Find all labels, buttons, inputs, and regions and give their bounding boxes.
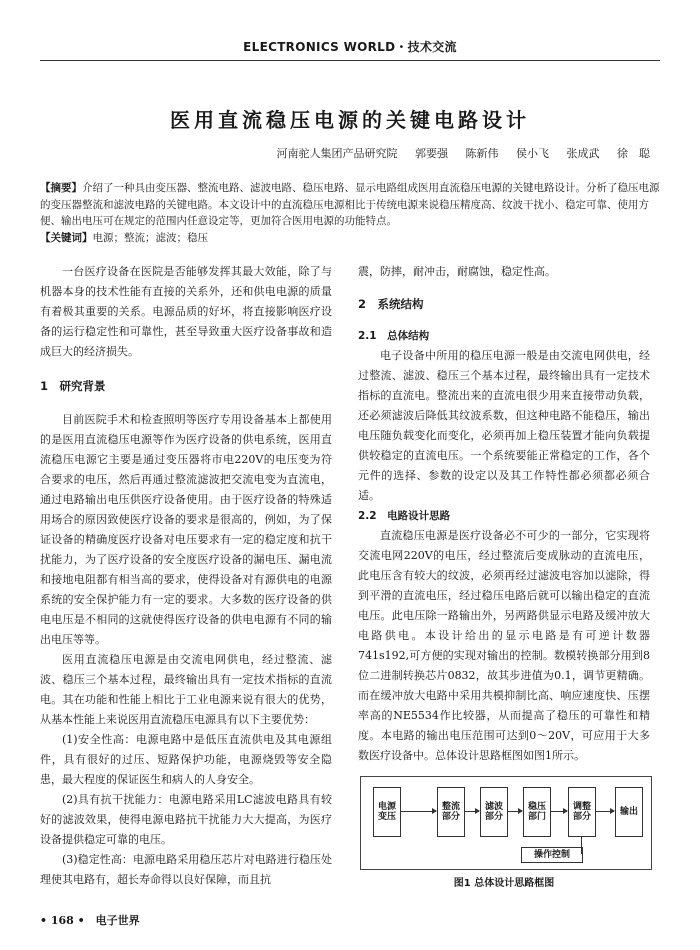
paragraph: 一台医疗设备在医院是否能够发挥其最大效能，除了与机器本身的技术性能有直接的关系外，还和供电电源的质量有着极其重要的关系。电源品质的好坏，将直接影响医疗设备的运行稳定性和可靠性，甚至导致重大医疗设备事故和造成巨大的经济损失。 <box>40 265 332 358</box>
left-column <box>40 262 332 890</box>
paragraph: 电子设备中所用的稳压电源一般是由交流电网供电，经过整流、滤波、稳压三个基本过程，最终输出具有一定技术指标的直流电。整流出来的直流电很少用来直接带动负载，还必须滤波后降低其纹波系数，但这种电路不能稳压，输出电压随负载变化而变化，必须再加上稳压装置才能向负载提供较稳定的直流电压。一个系统要能正常稳定的工作，各个元件的选择、参数的设定以及其工作特性都必须都必须合适。 <box>358 349 650 502</box>
paragraph: 震，防摔，耐冲击，耐腐蚀，稳定性高。 <box>358 265 556 278</box>
abstract-block <box>40 180 660 246</box>
paragraph: (3)稳定性高：电源电路采用稳压芯片对电路进行稳压处理使其电路有，超长寿命得以良好保障，而且抗 <box>40 853 332 886</box>
author-name: 郭要强 <box>415 147 448 160</box>
arrow-icon <box>595 811 614 812</box>
diagram-block: 滤波部分 <box>480 787 508 837</box>
keywords-text: 电源；整流；滤波；稳压 <box>92 231 208 244</box>
author-name: 侯小飞 <box>516 147 549 160</box>
author-name: 陈新伟 <box>465 147 499 160</box>
subsection-heading: 2.1 总体结构 <box>358 330 430 342</box>
header-divider <box>40 60 660 61</box>
page-footer: • 168 • 电子世界 <box>40 914 140 927</box>
figure-caption: 图1 总体设计思路框图 <box>453 878 555 889</box>
section-heading: 2 系统结构 <box>358 297 424 311</box>
subsection-heading: 2.2 电路设计思路 <box>358 510 451 522</box>
affiliation: 河南驼人集团产品研究院 <box>276 147 398 160</box>
section-heading: 1 研究背景 <box>40 379 106 393</box>
running-header: ELECTRONICS WORLD・技术交流 <box>243 40 457 54</box>
author-name: 徐 聪 <box>617 147 650 160</box>
diagram-block: 操作控制 <box>521 847 583 863</box>
arrow-icon <box>550 811 567 812</box>
abstract-label: 【摘要】 <box>40 182 82 194</box>
paragraph: (1)安全性高：电源电路中是低压直流供电及其电源组件，具有很好的过压、短路保护功能，电源烧毁等安全隐患，最大程度的保证医生和病人的人身安全。 <box>40 733 332 786</box>
block-diagram <box>360 776 652 870</box>
diagram-block: 整流部分 <box>437 787 465 837</box>
diagram-block: 调整部分 <box>568 787 596 837</box>
author-name: 张成武 <box>566 147 600 160</box>
diagram-block: 稳压部门 <box>523 787 551 837</box>
diagram-block: 电源变压 <box>373 787 401 837</box>
paragraph: 目前医院手术和检查照明等医疗专用设备基本上都使用的是医用直流稳压电源等作为医疗设备的供电系统，医用直流稳压电源它主要是通过变压器将市电220V的电压变为符合要求的电压，然后再通过整流滤波把交流电变为直流电，通过电路输出电压供医疗设备使用。由于医疗设备的特殊适用场合的原因致使医疗设备的要求是很高的，例如，为了保证设备的精确度医疗设备对电压要求有一定的稳定度和抗干扰能力，为了医疗设备的安全度医疗设备的漏电压、漏电流和接地电阻都有相当高的要求，使得设备对有源供电的电源系统的安全保护能力有一定的要求。大多数的医疗设备的供电电压是不相同的这就使得医疗设备的供电电源有不同的输出电压等等。 <box>40 413 332 646</box>
right-column <box>358 262 650 766</box>
abstract-text: 介绍了一种具由变压器、整流电路、滤波电路、稳压电路、显示电路组成医用直流稳压电源的关键电路设计。分析了稳压电源的变压器整流和滤波电路的关键电路。本文设计中的直流稳压电源相比于传统电源来说稳压精度高、纹波干扰小、稳定可靠、使用方便、输出电压可在规定的范围内任意设定等，更加符合医用电源的功能特点。 <box>40 182 660 227</box>
paragraph: (2)具有抗干扰能力：电源电路采用LC滤波电路具有较好的滤波效果，使得电源电路抗干扰能力大大提高，为医疗设备提供稳定可靠的电压。 <box>40 793 332 846</box>
paragraph: 医用直流稳压电源是由交流电网供电，经过整流、滤波、稳压三个基本过程，最终输出具有一定技术指标的直流电。其在功能和性能上相比于工业电源来说有很大的优势，从基本性能上来说医用直流稳压电源具有以下主要优势： <box>40 653 332 726</box>
paragraph: 直流稳压电源是医疗设备必不可少的一部分，它实现将交流电网220V的电压，经过整流后变成脉动的直流电压，此电压含有较大的纹波，必须再经过滤波电容加以滤除，得到平滑的直流电压，经过稳压电路后就可以输出稳定的直流电压。此电压除一路输出外，另两路供显示电路及缓冲放大电路供电。本设计给出的显示电路是有可逆计数器741s192,可方便的实现对输出的控制。数模转换部分用到8位二进制转换芯片0832，故其步进值为0.1，调节更精确。而在缓冲放大电路中采用共模抑制比高、响应速度快、压摆率高的NE5534作比较器，从而提高了稳压的可靠性和精度。本电路的输出电压范围可达到0～20V，可应用于大多数医疗设备中。总体设计思路框图如图1所示。 <box>358 529 650 762</box>
author-line <box>263 145 651 161</box>
arrow-icon <box>464 811 479 812</box>
article-title: 医用直流稳压电源的关键电路设计 <box>170 108 530 132</box>
arrow-icon <box>507 811 522 812</box>
keywords-label: 【关键词】 <box>40 231 93 244</box>
arrow-icon <box>400 811 436 812</box>
diagram-block: 输出 <box>615 787 643 837</box>
